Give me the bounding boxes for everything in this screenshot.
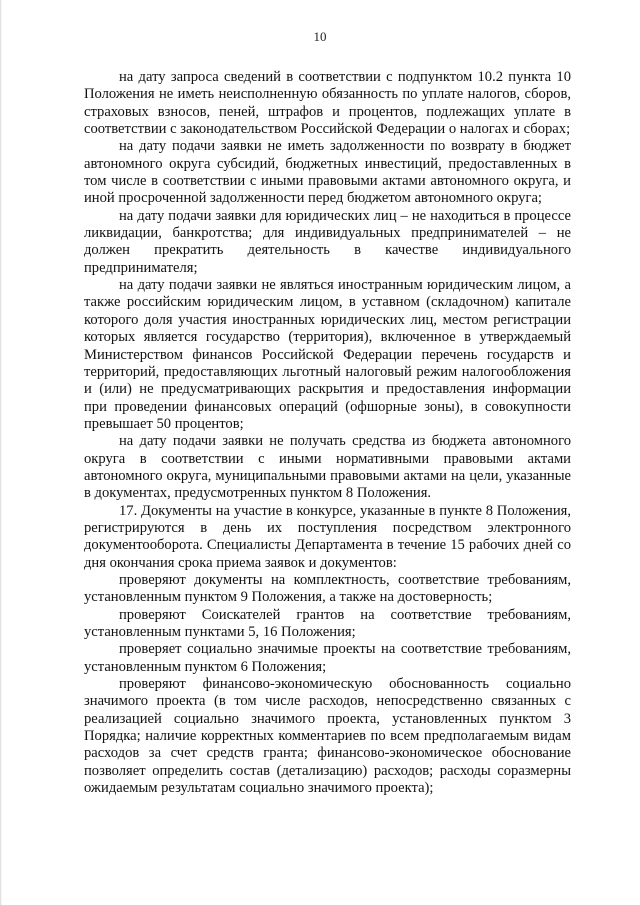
paragraph-liquidation: на дату подачи заявки для юридических лиц – не находиться в процессе ликвидации, банкротства; для индивидуальных предпринимателей – не должен прекратить деятельность в качестве индивидуального предпринимателя; xyxy=(84,207,571,276)
paragraph-item-17: 17. Документы на участие в конкурсе, указанные в пункте 8 Положения, регистрируются в день их поступления посредством электронного документооборота. Специалисты Департамента в течение 15 рабочих дней со дня окончания срока приема заявок и документов: xyxy=(84,502,571,571)
paragraph-check-documents: проверяют документы на комплектность, соответствие требованиям, установленным пунктом 9 Положения, а также на достоверность; xyxy=(84,571,571,606)
paragraph-check-finance: проверяют финансово-экономическую обоснованность социально значимого проекта (в том числе расходов, непосредственно связанных с реализацией социально значимого проекта, установленных пунктом 3 Порядка; наличие корректных комментариев по всем предполагаемым видам расходов за счет средств гранта; финансово-экономическое обоснование позволяет определить состав (детализацию) расходов; расходы соразмерны ожидаемым результатам социально значимого проекта); xyxy=(84,676,571,797)
paragraph-budget-debt: на дату подачи заявки не иметь задолженности по возврату в бюджет автономного округа субсидий, бюджетных инвестиций, предоставленных в том числе в соответствии с иными правовыми актами автономного округа, и иной просроченной задолженности перед бюджетом автономного округа; xyxy=(84,138,571,207)
paragraph-check-applicants: проверяют Соискателей грантов на соответствие требованиям, установленным пунктами 5, 16 Положения; xyxy=(84,606,571,640)
paragraph-check-projects: проверяет социально значимые проекты на соответствие требованиям, установленным пунктом 6 Положения; xyxy=(84,641,571,675)
paragraph-foreign-entity: на дату подачи заявки не являться иностранным юридическим лицом, а также российским юридическим лицом, в уставном (складочном) капитале которого доля участия иностранных юридических лиц, местом регистрации которых является государство (территория), включенное в утверждаемый Министерством финансов Российской Федерации перечень государств и территорий, предоставляющих льготный налоговый режим налогообложения и (или) не предусматривающих раскрытия и предоставления информации при проведении финансовых операций (офшорные зоны), в совокупности превышает 50 процентов; xyxy=(84,277,571,432)
paragraph-tax-obligations: на дату запроса сведений в соответствии с подпунктом 10.2 пункта 10 Положения не иметь неисполненную обязанность по уплате налогов, сборов, страховых взносов, пеней, штрафов и процентов, подлежащих уплате в соответствии с законодательством Российской Федерации о налогах и сборах; xyxy=(84,69,571,138)
paragraph-other-funding: на дату подачи заявки не получать средства из бюджета автономного округа в соответствии с иными нормативными правовыми актами автономного округа, муниципальными правовыми актами на цели, указанные в документах, предусмотренных пунктом 8 Положения. xyxy=(84,433,571,502)
document-body xyxy=(84,69,571,797)
scan-edge xyxy=(0,0,2,905)
page-number: 10 xyxy=(313,29,327,44)
